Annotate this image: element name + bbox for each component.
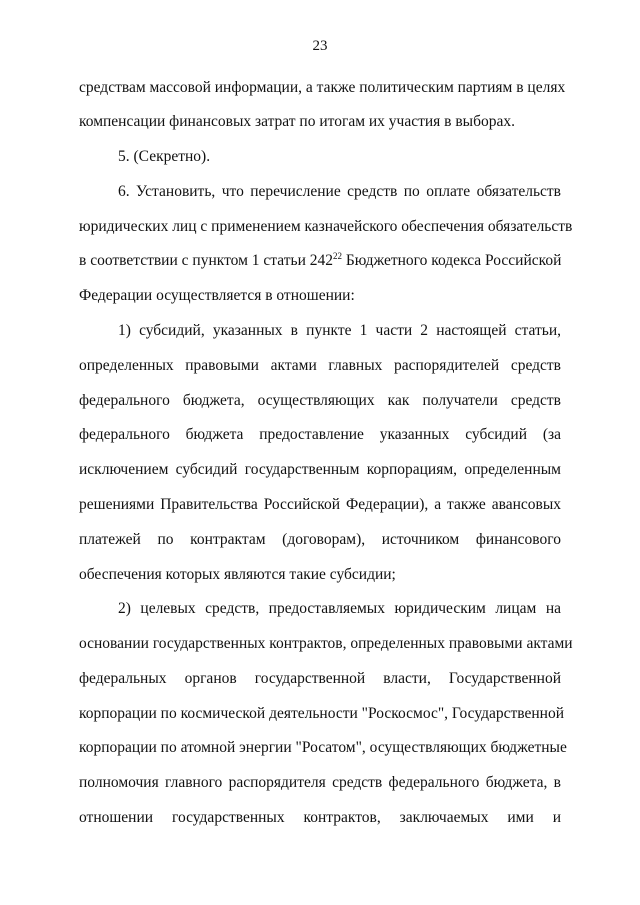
paragraph-line: федерального бюджета предоставление указанных субсидий (за (79, 426, 561, 443)
paragraph-line: 2) целевых средств, предоставляемых юридическим лицам на (118, 600, 561, 617)
paragraph-line: федерального бюджета, осуществляющих как получатели средств (79, 392, 561, 409)
paragraph-line: основании государственных контрактов, определенных правовыми актами (79, 635, 573, 652)
paragraph-line: федеральных органов государственной власти, Государственной (79, 670, 561, 687)
paragraph-line: исключением субсидий государственным корпорациям, определенным (79, 461, 561, 478)
page-number: 23 (312, 38, 328, 54)
paragraph-line-with-superscript (79, 251, 561, 271)
line-text-before: в соответствии с пунктом 1 статьи 242 (79, 252, 333, 269)
paragraph-line: отношении государственных контрактов, заключаемых ими и (79, 809, 561, 826)
superscript-number: 22 (333, 251, 342, 261)
paragraph-line: компенсации финансовых затрат по итогам их участия в выборах. (79, 113, 515, 130)
paragraph-line: 6. Установить, что перечисление средств по оплате обязательств (118, 183, 561, 200)
paragraph-line: Федерации осуществляется в отношении: (79, 287, 355, 304)
paragraph-line: корпорации по космической деятельности "Роскосмос", Государственной (79, 705, 565, 722)
paragraph-line: корпорации по атомной энергии "Росатом", осуществляющих бюджетные (79, 739, 567, 756)
paragraph-line: юридических лиц с применением казначейского обеспечения обязательств (79, 218, 573, 235)
line-text-after: Бюджетного кодекса Российской (342, 252, 562, 269)
paragraph-line: определенных правовыми актами главных распорядителей средств (79, 357, 561, 374)
paragraph-line: решениями Правительства Российской Федерации), а также авансовых (79, 496, 561, 513)
paragraph-line: платежей по контрактам (договорам), источником финансового (79, 531, 561, 548)
paragraph-line: обеспечения которых являются такие субсидии; (79, 566, 396, 583)
paragraph-line: 1) субсидий, указанных в пункте 1 части 2 настоящей статьи, (118, 322, 561, 339)
paragraph-line: полномочия главного распорядителя средств федерального бюджета, в (79, 774, 561, 791)
paragraph-line: 5. (Секретно). (118, 148, 211, 165)
paragraph-line: средствам массовой информации, а также политическим партиям в целях (79, 79, 566, 96)
